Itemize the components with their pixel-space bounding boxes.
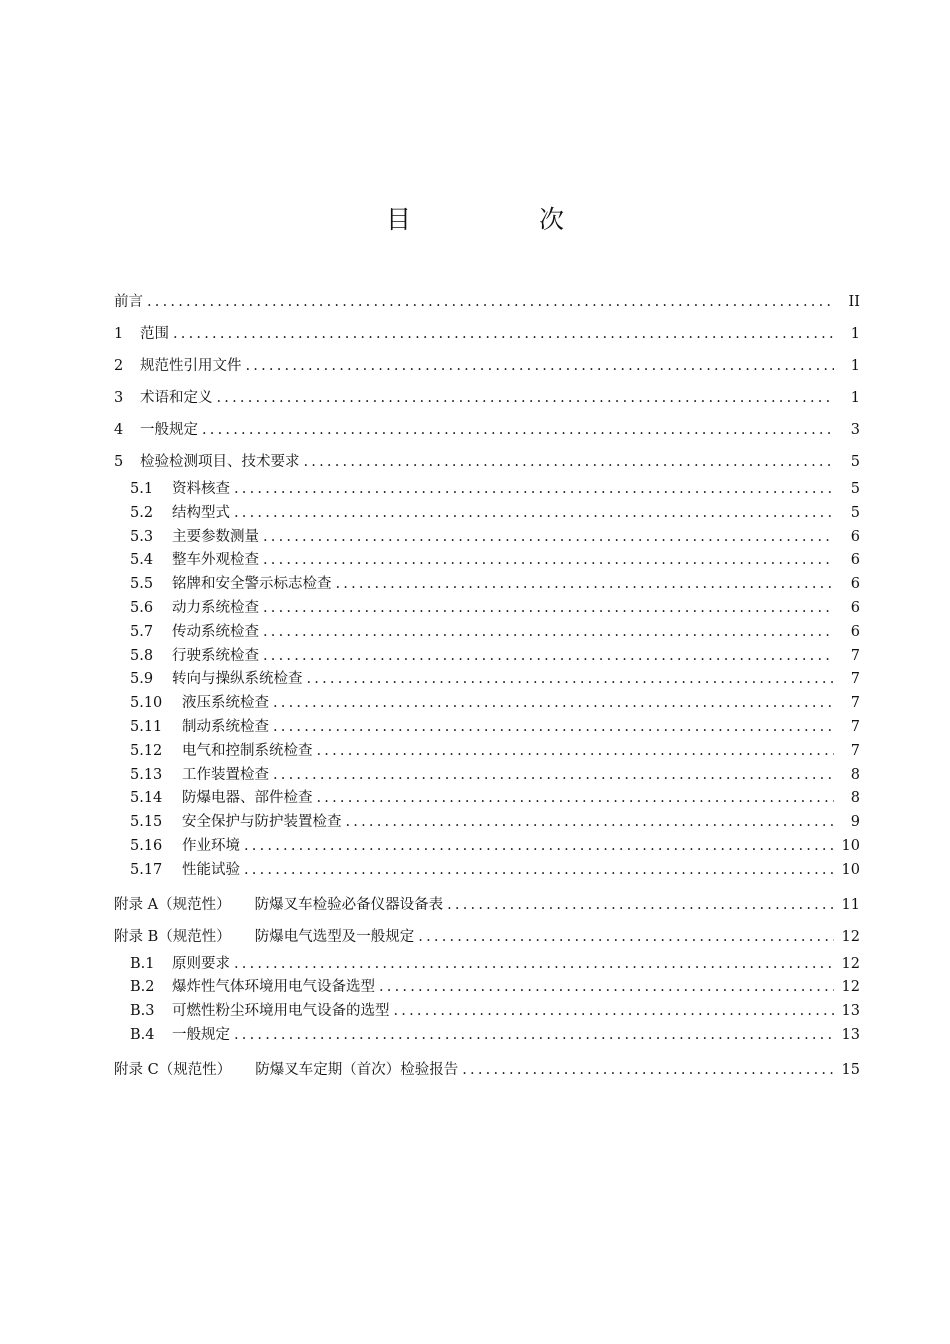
- toc-entry-number: 4: [114, 422, 124, 438]
- toc-entry-page: 11: [841, 896, 860, 913]
- toc-leader-dots: [244, 859, 834, 883]
- toc-entry-title: 液压系统检查: [182, 695, 269, 712]
- toc-entry-page: 8: [850, 766, 860, 783]
- toc-entry[interactable]: [114, 502, 860, 526]
- toc-leader-dots: [244, 835, 834, 859]
- toc-entry-title: 防爆电气选型及一般规定: [254, 928, 415, 945]
- toc-entry[interactable]: [114, 1000, 860, 1024]
- toc-entry[interactable]: [114, 286, 860, 318]
- toc-entry-number: 5.11: [130, 718, 163, 735]
- toc-entry-page: 10: [841, 861, 860, 878]
- toc-leader-dots: [273, 764, 834, 788]
- toc-entry-page: 13: [841, 1026, 860, 1043]
- toc-entry-number: 5.5: [130, 576, 154, 593]
- toc-leader-dots: [263, 597, 834, 621]
- toc-entry[interactable]: [114, 621, 860, 645]
- toc-entry[interactable]: [114, 350, 860, 382]
- toc-entry-title: 前言: [114, 294, 143, 310]
- toc-entry-page: 5: [850, 454, 860, 470]
- toc-entry-page: 12: [841, 928, 860, 945]
- toc-entry-page: 9: [850, 814, 860, 831]
- toc-entry-title: 防爆电器、部件检查: [182, 790, 313, 807]
- toc-entry[interactable]: [114, 692, 860, 716]
- toc-leader-dots: [263, 526, 834, 550]
- toc-entry-title: 工作装置检查: [182, 766, 269, 783]
- toc-leader-dots: [304, 446, 835, 478]
- toc-entry[interactable]: [114, 740, 860, 764]
- toc-entry-page: 7: [850, 718, 860, 735]
- toc-entry[interactable]: [114, 573, 860, 597]
- toc-leader-dots: [462, 1054, 834, 1086]
- toc-entry[interactable]: [114, 478, 860, 502]
- toc-entry-page: 8: [850, 790, 860, 807]
- toc-entry-number: 附录 A（规范性）: [114, 896, 231, 913]
- toc-entry-number: 5.3: [130, 528, 154, 545]
- toc-entry-title: 电气和控制系统检查: [182, 742, 313, 759]
- toc-entry[interactable]: [114, 835, 860, 859]
- toc-leader-dots: [173, 318, 834, 350]
- toc-leader-dots: [234, 478, 834, 502]
- toc-entry[interactable]: [114, 549, 860, 573]
- toc-entry-title: 术语和定义: [140, 390, 213, 406]
- toc-entry-title: 防爆叉车检验必备仪器设备表: [254, 896, 444, 913]
- toc-entry[interactable]: [114, 645, 860, 669]
- toc-entry-title: 主要参数测量: [172, 528, 259, 545]
- toc-leader-dots: [447, 889, 834, 921]
- toc-entry-number: 附录 B（规范性）: [114, 928, 231, 945]
- toc-entry-title: 检验检测项目、技术要求: [140, 454, 300, 470]
- toc-entry-number: B.2: [130, 979, 155, 996]
- toc-entry-number: 5.16: [130, 837, 163, 854]
- toc-leader-dots: [307, 668, 835, 692]
- toc-entry[interactable]: [114, 889, 860, 921]
- toc-entry-page: 3: [850, 422, 860, 438]
- toc-leader-dots: [234, 1024, 834, 1048]
- toc-entry[interactable]: [114, 597, 860, 621]
- toc-entry[interactable]: [114, 1054, 860, 1086]
- toc-entry-number: 5.4: [130, 552, 154, 569]
- toc-leader-dots: [346, 811, 835, 835]
- toc-leader-dots: [379, 976, 834, 1000]
- toc-entry-title: 安全保护与防护装置检查: [182, 814, 342, 831]
- toc-entry-page: 13: [841, 1003, 860, 1020]
- toc-leader-dots: [317, 740, 835, 764]
- toc-entry-title: 原则要求: [172, 955, 230, 972]
- toc-leader-dots: [336, 573, 835, 597]
- toc-leader-dots: [263, 549, 834, 573]
- toc-entry-title: 动力系统检查: [172, 599, 259, 616]
- toc-entry-number: 5.10: [130, 695, 163, 712]
- toc-entry-page: 1: [850, 326, 860, 342]
- toc-entry-title: 一般规定: [140, 422, 198, 438]
- toc-leader-dots: [418, 921, 834, 953]
- toc-entry-page: 6: [850, 552, 860, 569]
- toc-entry-page: 7: [850, 695, 860, 712]
- toc-entry-number: 5.9: [130, 671, 154, 688]
- toc-entry-page: 6: [850, 599, 860, 616]
- toc-entry[interactable]: [114, 859, 860, 883]
- toc-entry-page: 12: [841, 979, 860, 996]
- toc-entry-title: 一般规定: [172, 1026, 230, 1043]
- toc-entry-page: II: [848, 294, 860, 310]
- toc-entry-title: 制动系统检查: [182, 718, 269, 735]
- toc-entry-title: 防爆叉车定期（首次）检验报告: [255, 1061, 459, 1078]
- toc-entry-title: 传动系统检查: [172, 623, 259, 640]
- toc-entry-title: 整车外观检查: [172, 552, 259, 569]
- toc-entry-title: 转向与操纵系统检查: [172, 671, 303, 688]
- toc-entry-number: 5.6: [130, 599, 154, 616]
- toc-entry[interactable]: [114, 318, 860, 350]
- toc-entry-title: 范围: [140, 326, 169, 342]
- toc-entry[interactable]: [114, 811, 860, 835]
- toc-entry-page: 15: [841, 1061, 860, 1078]
- toc-entry-page: 7: [850, 647, 860, 664]
- toc-entry[interactable]: [114, 526, 860, 550]
- toc-entry-number: 5.15: [130, 814, 163, 831]
- toc-leader-dots: [273, 692, 834, 716]
- toc-leader-dots: [263, 645, 834, 669]
- toc-entry-page: 6: [850, 528, 860, 545]
- toc-leader-dots: [217, 382, 835, 414]
- table-of-contents: [114, 286, 860, 1086]
- toc-entry-number: B.4: [130, 1026, 155, 1043]
- toc-entry[interactable]: [114, 414, 860, 446]
- toc-entry[interactable]: [114, 921, 860, 953]
- toc-entry-number: 1: [114, 326, 124, 342]
- toc-leader-dots: [273, 716, 834, 740]
- toc-entry-number: 附录 C（规范性）: [114, 1061, 232, 1078]
- toc-leader-dots: [234, 953, 834, 977]
- toc-entry-title: 规范性引用文件: [140, 358, 242, 374]
- toc-entry-page: 1: [850, 390, 860, 406]
- toc-entry-title: 资料核查: [172, 481, 230, 497]
- toc-entry-title: 爆炸性气体环境用电气设备选型: [172, 979, 375, 996]
- toc-entry[interactable]: [114, 976, 860, 1000]
- toc-entry-page: 5: [850, 504, 860, 521]
- toc-entry[interactable]: [114, 446, 860, 478]
- toc-leader-dots: [234, 502, 834, 526]
- toc-leader-dots: [394, 1000, 835, 1024]
- toc-entry-page: 7: [850, 671, 860, 688]
- toc-entry-number: 5.13: [130, 766, 163, 783]
- toc-leader-dots: [147, 286, 834, 318]
- toc-entry-page: 12: [841, 955, 860, 972]
- toc-entry[interactable]: [114, 668, 860, 692]
- toc-entry-number: B.3: [130, 1003, 155, 1020]
- toc-entry-number: 5.17: [130, 861, 163, 878]
- toc-entry-number: 2: [114, 358, 124, 374]
- toc-entry[interactable]: [114, 764, 860, 788]
- toc-entry-page: 6: [850, 623, 860, 640]
- toc-entry-number: 5.14: [130, 790, 163, 807]
- toc-entry-number: 5: [114, 454, 124, 470]
- toc-entry[interactable]: [114, 716, 860, 740]
- toc-leader-dots: [246, 350, 835, 382]
- toc-entry[interactable]: [114, 382, 860, 414]
- toc-entry-title: 铭牌和安全警示标志检查: [172, 576, 332, 593]
- toc-entry-page: 6: [850, 576, 860, 593]
- toc-entry-page: 10: [841, 837, 860, 854]
- toc-entry-page: 7: [850, 742, 860, 759]
- toc-entry-number: 3: [114, 390, 124, 406]
- toc-entry-title: 行驶系统检查: [172, 647, 259, 664]
- page-title: 目 次: [386, 205, 624, 234]
- toc-entry-title: 作业环境: [182, 837, 240, 854]
- toc-entry-number: 5.2: [130, 504, 154, 521]
- toc-entry[interactable]: [114, 1024, 860, 1048]
- toc-entry-title: 结构型式: [172, 504, 230, 521]
- toc-entry-number: B.1: [130, 955, 155, 972]
- toc-entry-number: 5.8: [130, 647, 154, 664]
- toc-entry-title: 性能试验: [182, 861, 240, 878]
- toc-entry-number: 5.12: [130, 742, 163, 759]
- toc-leader-dots: [263, 621, 834, 645]
- toc-entry-title: 可燃性粉尘环境用电气设备的选型: [172, 1003, 390, 1020]
- toc-entry-number: 5.1: [130, 481, 154, 497]
- toc-entry[interactable]: [114, 953, 860, 977]
- toc-entry[interactable]: [114, 787, 860, 811]
- toc-leader-dots: [202, 414, 834, 446]
- toc-leader-dots: [317, 787, 835, 811]
- toc-entry-page: 1: [850, 358, 860, 374]
- toc-entry-number: 5.7: [130, 623, 154, 640]
- toc-entry-page: 5: [850, 481, 860, 497]
